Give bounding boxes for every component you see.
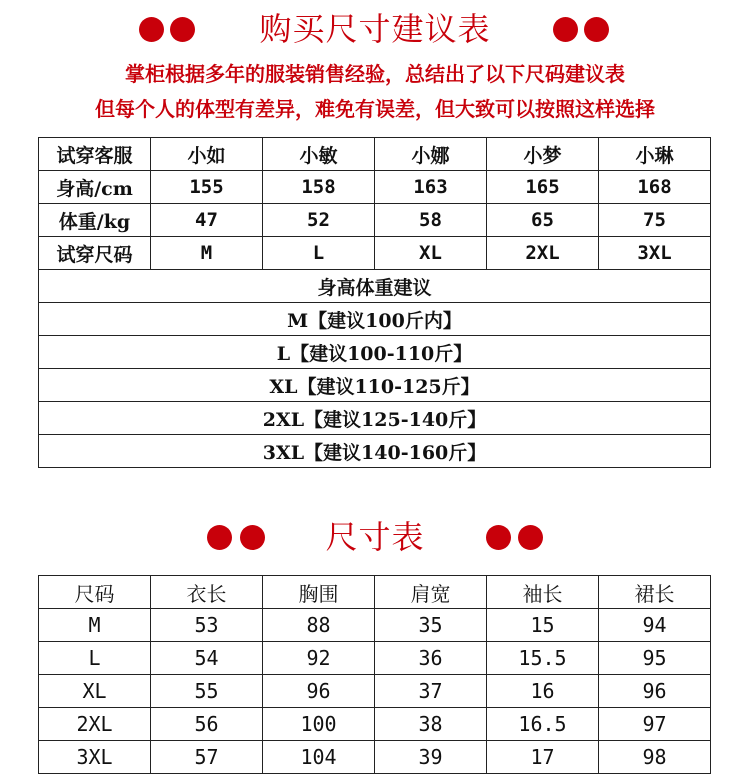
header-cell: 衣长 xyxy=(151,576,263,609)
table-cell: 54 xyxy=(151,642,263,675)
table-cell: 47 xyxy=(151,204,263,237)
advice-cell: XL【建议110-125斤】 xyxy=(39,369,711,402)
table-cell: 92 xyxy=(263,642,375,675)
table-cell: 55 xyxy=(151,675,263,708)
table-cell: 94 xyxy=(599,609,711,642)
table-cell: 95 xyxy=(599,642,711,675)
table-cell: 168 xyxy=(599,171,711,204)
red-dot-icon xyxy=(486,525,511,550)
table-cell: 35 xyxy=(375,609,487,642)
header-cell: 袖长 xyxy=(487,576,599,609)
size-chart-heading xyxy=(0,512,750,562)
table-cell: 52 xyxy=(263,204,375,237)
table-cell: 155 xyxy=(151,171,263,204)
table-cell: 53 xyxy=(151,609,263,642)
table-cell: 88 xyxy=(263,609,375,642)
purchase-size-heading xyxy=(0,4,750,54)
table-cell: 96 xyxy=(263,675,375,708)
size-label-cell: XL xyxy=(39,675,151,708)
table-header-row xyxy=(39,138,711,171)
red-dot-icon xyxy=(553,17,578,42)
header-cell: 小梦 xyxy=(487,138,599,171)
header-cell: 胸围 xyxy=(263,576,375,609)
table-row xyxy=(39,171,711,204)
size-label-cell: M xyxy=(39,609,151,642)
table-row xyxy=(39,642,711,675)
header-cell: 尺码 xyxy=(39,576,151,609)
table-cell: 165 xyxy=(487,171,599,204)
header-cell: 裙长 xyxy=(599,576,711,609)
advice-row xyxy=(39,435,711,468)
table-cell: 3XL xyxy=(599,237,711,270)
table-cell: 158 xyxy=(263,171,375,204)
table-cell: 96 xyxy=(599,675,711,708)
table-cell: 58 xyxy=(375,204,487,237)
red-dot-icon xyxy=(584,17,609,42)
header-cell: 肩宽 xyxy=(375,576,487,609)
advice-row xyxy=(39,369,711,402)
table-cell: 56 xyxy=(151,708,263,741)
header-cell: 小敏 xyxy=(263,138,375,171)
row-label-cell: 身高/cm xyxy=(39,171,151,204)
table-cell: 163 xyxy=(375,171,487,204)
size-label-cell: 2XL xyxy=(39,708,151,741)
table-cell: 15 xyxy=(487,609,599,642)
table-cell: 15.5 xyxy=(487,642,599,675)
advice-cell: M【建议100斤内】 xyxy=(39,303,711,336)
section-title: 尺寸表 xyxy=(325,518,425,556)
table-cell: 39 xyxy=(375,741,487,774)
advice-row xyxy=(39,402,711,435)
advice-cell: L【建议100-110斤】 xyxy=(39,336,711,369)
table-cell: 16 xyxy=(487,675,599,708)
row-label-cell: 体重/kg xyxy=(39,204,151,237)
trial-fitting-table xyxy=(38,137,711,468)
size-label-cell: L xyxy=(39,642,151,675)
size-chart-table xyxy=(38,575,711,774)
table-cell: 65 xyxy=(487,204,599,237)
table-row xyxy=(39,204,711,237)
header-cell: 小如 xyxy=(151,138,263,171)
table-cell: XL xyxy=(375,237,487,270)
table-row xyxy=(39,741,711,774)
advice-cell: 3XL【建议140-160斤】 xyxy=(39,435,711,468)
table-cell: 75 xyxy=(599,204,711,237)
table-cell: M xyxy=(151,237,263,270)
header-cell: 小娜 xyxy=(375,138,487,171)
advice-row xyxy=(39,336,711,369)
table-cell: 100 xyxy=(263,708,375,741)
advice-title-row xyxy=(39,270,711,303)
advice-cell: 2XL【建议125-140斤】 xyxy=(39,402,711,435)
table-row xyxy=(39,609,711,642)
advice-note-line-2: 但每个人的体型有差异，难免有误差，但大致可以按照这样选择 xyxy=(95,97,655,121)
table-cell: 38 xyxy=(375,708,487,741)
table-row xyxy=(39,675,711,708)
advice-row xyxy=(39,303,711,336)
table-cell: 104 xyxy=(263,741,375,774)
header-cell: 小琳 xyxy=(599,138,711,171)
size-label-cell: 3XL xyxy=(39,741,151,774)
table-cell: 17 xyxy=(487,741,599,774)
advice-note-line-1: 掌柜根据多年的服装销售经验，总结出了以下尺码建议表 xyxy=(125,62,625,86)
table-cell: 2XL xyxy=(487,237,599,270)
table-cell: 36 xyxy=(375,642,487,675)
advice-title: 身高体重建议 xyxy=(39,270,711,303)
page-title: 购买尺寸建议表 xyxy=(259,10,491,48)
header-cell: 试穿客服 xyxy=(39,138,151,171)
table-cell: 57 xyxy=(151,741,263,774)
table-cell: L xyxy=(263,237,375,270)
table-row xyxy=(39,708,711,741)
table-cell: 16.5 xyxy=(487,708,599,741)
row-label-cell: 试穿尺码 xyxy=(39,237,151,270)
table-row xyxy=(39,237,711,270)
table-cell: 37 xyxy=(375,675,487,708)
red-dot-icon xyxy=(518,525,543,550)
table-cell: 97 xyxy=(599,708,711,741)
table-header-row xyxy=(39,576,711,609)
table-cell: 98 xyxy=(599,741,711,774)
